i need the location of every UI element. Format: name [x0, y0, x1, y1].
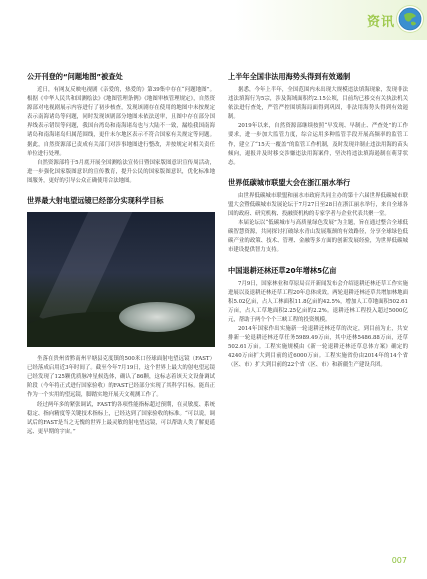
article-problem-map: [27, 72, 215, 186]
article-paragraph: 近日，有网友反映电视剧《亲爱的，热爱的》第39集中存在“问题地图”。根据《中华人民共和国测绘法》《地图管理条例》《地图审核管理规定》，自然资源部对电视剧展示内容进行了初步核查，发现该剧存在使用的地图中未按规定表示南海诸岛等问题，同时发现该剧部分地图未依法送审，且图中存在部分国界线表示错误等问题，我国台湾岛和南海诸岛也与大陆不一致，漏绘我国南海诸岛和南海诸岛归属范围线，更什未尔地区表示不符合国家有关规定等问题。据此，自然资源部已责成有关部门对涉事地图进行整改，并按规定对相关责任单位进行处理。: [27, 87, 215, 157]
article-title: 世界低碳城市联盟大会在浙江丽水举行: [228, 177, 351, 187]
article-paragraph: 由世界低碳城市联盟和丽水市政府共同主办的第十六届世界低碳城市联盟大会暨低碳城市发展论坛于7月27日至28日在浙江丽水举行，来自全球各国的政府、研究机构、投融资机构的专家学者与企业代表共聚一堂。: [228, 192, 408, 218]
telescope-photo: [27, 212, 215, 347]
page-number: 007: [391, 556, 407, 565]
article-paragraph: 2019年以来，自然资源部继续按照“早发现、早制止、严查处”的工作要求，进一步加大监管力度，综合运用多种监管手段开展高频率的监管工作，建立了“15天一覆盖”的监管工作机制，及时发现并制止违法用海的苗头倾向，遏报并及时移交涉嫌违法用海案件，坚决将违法填海遏制在萌芽状态。: [228, 123, 408, 166]
right-column: [228, 72, 408, 380]
article-paragraph: 据悉，今年上半年，全国范围内未出现大规模违法填海现象，发现非法违法填海行为5宗，涉及海域面积约2.15公顷，目前均已移交有关执法机关依法进行查处，严管严控围填海局面得到巩固，非法用海势头得到有效遏制。: [228, 87, 408, 121]
left-column: [27, 72, 215, 447]
globe-icon: [397, 6, 423, 32]
article-sea-use: [228, 72, 408, 168]
article-low-carbon: [228, 178, 408, 256]
article-title: 上半年全国非法用海势头得到有效遏制: [228, 72, 351, 81]
article-paragraph: 经过两年多的紧张调试，FAST的各项性能指标超过预期，在灵敏度、系统稳定、指向精度等关键技术指标上，已经达到了国家验收的标准。“可以说，调试后的FAST是当之无愧的世界上最灵敏的射电望远镜，可以帮助人类了解更遥远、更早期的宇宙。”: [27, 401, 215, 435]
article-title: 中国退耕还林还草20年增林5亿亩: [228, 265, 337, 275]
article-paragraph: 7月9日，国家林业和草原局召开新闻发布会介绍退耕还林还草工作实施进展以及退耕还林还草工程20年总体成效。两轮退耕还林还草共增加林地面积5.02亿亩，占人工林面积11.8亿亩的42.5%，增加人工草地面积502.61万亩，占人工草地面积2.25亿亩的2.2%。退耕还林工程投入超过5000亿元，帮助于两个个个三峡工程的投资规模。: [228, 280, 408, 323]
telescope-dish: [119, 302, 195, 332]
article-reforestation: [228, 266, 408, 371]
article-title: 世界最大射电望远镜已经部分实现科学目标: [27, 196, 164, 206]
header-band: [0, 0, 427, 40]
section-title: 资讯: [366, 15, 395, 30]
article-title: 公开刊登的“问题地图”被查处: [27, 72, 123, 81]
article-paragraph: 坐落在贵州省黔南州平塘县克度镇的500米口径球面射电望远镜（FAST）已经落成启用近3年时间了。截至今年7月19日，这个世界上最大的射电望远镜已经发现了125颗优质脉冲星候选体，确认了86颗，这标志着该天文设备调试阶段（今年将正式进行国家验收）的FAST已经部分实现了其科学目标。能真正作为一个实用的望远镜，脚踏实地开展天文观测工作了。: [27, 356, 215, 399]
article-paragraph: 本届论坛以“低碳城市与高质量绿色发展”为主题，旨在通过整合全球低碳智慧资源，共同探讨打破绿水青山发展瓶颈的有效路径，分享全球绿色低碳产业的政策、技术、管理、金融等多方面的创新发展经验，为世界低碳城市建设提供智力支持。: [228, 220, 408, 254]
article-paragraph: 自然资源部将于5月底开展全国测绘法宣传日暨国家版图意识宣传周活动，进一步强化国家版图意识的宣传教育，提升公民的国家版图意识，优化标准地图服务，更好的引导公众正确使用合法地图。: [27, 159, 215, 184]
article-paragraph: 2014年国家作出实施新一轮退耕还林还草的决定，到目前为止，共安排新一轮退耕还林还草任务5989.49万亩，其中还林5486.88万亩，还草502.61万亩。工程实施规模由《新一轮退耕还林还草总体方案》确定的4240万亩扩大到目前的近6000万亩。工程实施省份由2014年的14个省（区、市）扩大到目前的22个省（区、市）和新疆生产建设兵团。: [228, 325, 408, 369]
article-fast-telescope: [27, 196, 215, 437]
